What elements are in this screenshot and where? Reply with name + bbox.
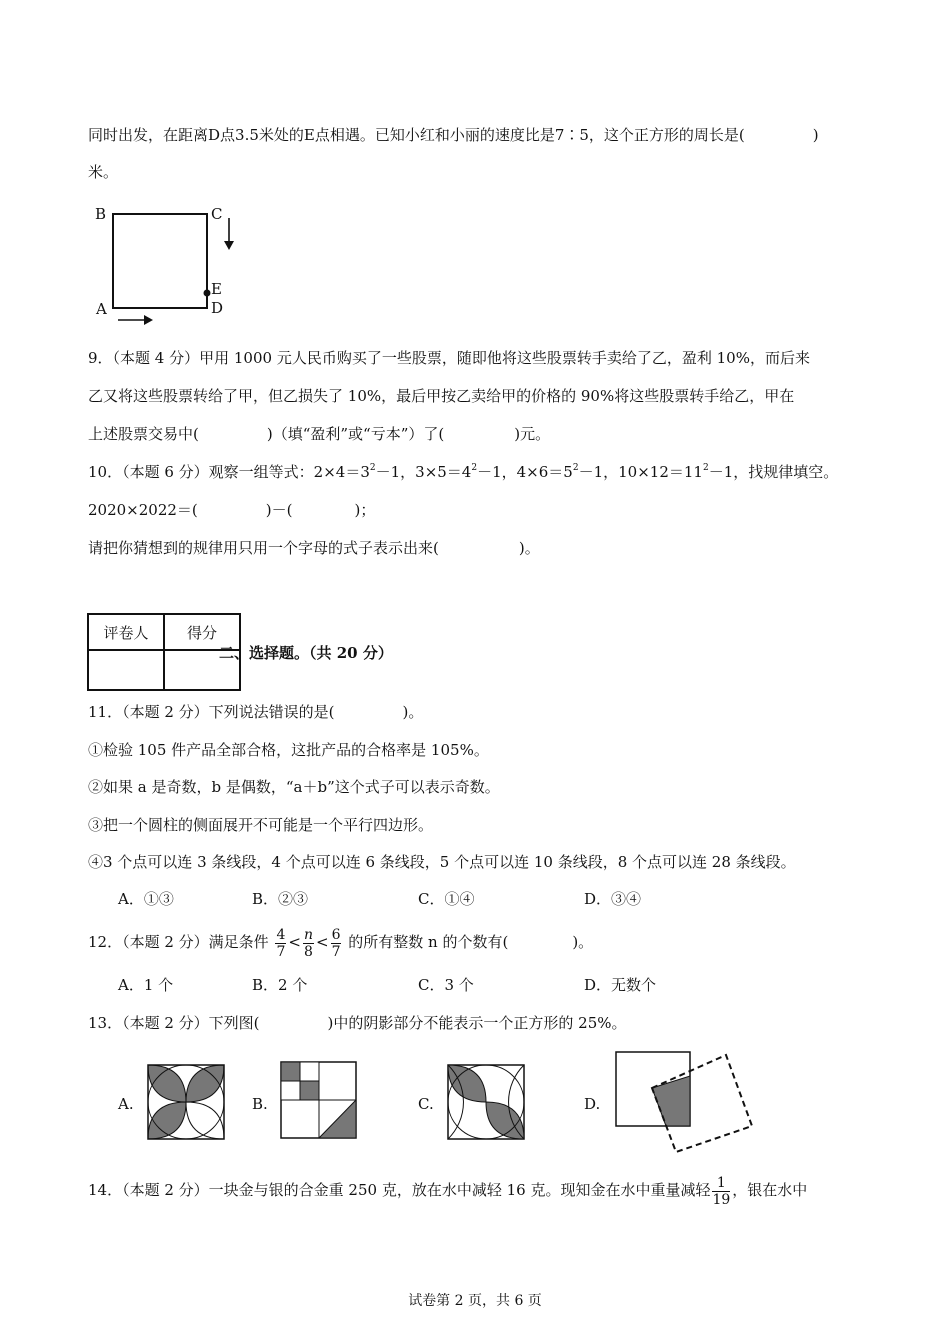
q13-figure-c bbox=[448, 1065, 524, 1139]
score-header: 得分 bbox=[164, 614, 240, 650]
q10-line1: 10．（本题 6 分）观察一组等式：$2\times 4=3^2-1$，$3\times 5=4^2-1$，$4\times 6=5^2-1$，$10\times 12=11^2-1$，找规律填空。 bbox=[88, 463, 839, 481]
arrow-right-icon bbox=[144, 315, 153, 325]
q11-option-b[interactable]: B．②③ bbox=[252, 890, 309, 908]
fraction-4-7: $\frac{4}{7}$ bbox=[276, 926, 286, 960]
q12-option-c[interactable]: C．3 个 bbox=[418, 976, 474, 994]
q12-stem: 12．（本题 2 分）满足条件 $\frac{4}{7}$ < $\frac{n}{8}$ < $\frac{6}{7}$ 的所有整数 n 的个数有( )。 bbox=[88, 926, 594, 960]
label-c: C bbox=[211, 205, 223, 223]
q13-figure-b bbox=[281, 1062, 356, 1138]
label-b: B bbox=[95, 205, 107, 223]
q13-label-c[interactable]: C. bbox=[418, 1095, 434, 1113]
grid-cell bbox=[300, 1062, 319, 1081]
q13-label-d[interactable]: D. bbox=[584, 1095, 601, 1113]
shaded-small-square-2 bbox=[300, 1081, 319, 1100]
q8-line1: 同时出发，在距离D点3.5米处的E点相遇。已知小红和小丽的速度比是7∶5，这个正方形的周长是( ) bbox=[88, 126, 819, 144]
petal-shaded-2 bbox=[186, 1065, 224, 1102]
arrow-down-icon bbox=[224, 241, 234, 250]
label-e: E bbox=[211, 280, 222, 298]
q11-option-a[interactable]: A．①③ bbox=[118, 890, 174, 908]
fraction-1-19: $\frac{1}{19}$ bbox=[712, 1174, 731, 1208]
petal-shaded-3 bbox=[148, 1102, 186, 1139]
meeting-point-e bbox=[204, 290, 211, 297]
label-d: D bbox=[211, 299, 224, 317]
q11-statement-2: ②如果 a 是奇数，b 是偶数，“a＋b”这个式子可以表示奇数。 bbox=[88, 778, 500, 796]
shaded-small-square-1 bbox=[281, 1062, 300, 1081]
q11-option-c[interactable]: C．①④ bbox=[418, 890, 475, 908]
q11-option-d[interactable]: D．③④ bbox=[584, 890, 642, 908]
petal-shaded-1 bbox=[148, 1065, 186, 1102]
q13-figure-d bbox=[614, 1050, 754, 1160]
q13-stem: 13．（本题 2 分）下列图( )中的阴影部分不能表示一个正方形的 25%。 bbox=[88, 1014, 627, 1032]
q14-stem: 14．（本题 2 分）一块金与银的合金重 250 克，放在水中减轻 16 克。现知金在水中重量减轻 $\frac{1}{19}$ ，银在水中 bbox=[88, 1174, 808, 1208]
fraction-n-8: $\frac{n}{8}$ bbox=[303, 926, 313, 960]
q13-label-a[interactable]: A. bbox=[118, 1095, 134, 1113]
page-footer: 试卷第 2 页，共 6 页 bbox=[408, 1293, 542, 1309]
q10-line2: 2020×2022＝( )－( )； bbox=[88, 501, 376, 519]
section-title: 二、选择题。（共 20 分） bbox=[219, 644, 393, 662]
q12-option-d[interactable]: D．无数个 bbox=[584, 976, 657, 994]
q8-line2: 米。 bbox=[88, 163, 119, 181]
q11-statement-4: ④3 个点可以连 3 条线段，4 个点可以连 6 条线段，5 个点可以连 10 条线段，8 个点可以连 28 条线段。 bbox=[88, 853, 796, 871]
label-a: A bbox=[96, 300, 107, 318]
fraction-6-7: $\frac{6}{7}$ bbox=[331, 926, 341, 960]
q12-option-a[interactable]: A．1 个 bbox=[118, 976, 174, 994]
petal-plain bbox=[186, 1102, 224, 1139]
square-outline bbox=[113, 214, 207, 308]
q12-option-b[interactable]: B．2 个 bbox=[252, 976, 308, 994]
q9-line2: 乙又将这些股票转给了甲，但乙损失了 10%，最后甲按乙卖给甲的价格的 90%将这些股票转手给乙，甲在 bbox=[88, 387, 795, 405]
q11-stem: 11．（本题 2 分）下列说法错误的是( )。 bbox=[88, 703, 424, 721]
q13-label-b[interactable]: B. bbox=[252, 1095, 268, 1113]
q13-figure-a bbox=[148, 1065, 224, 1139]
reviewer-cell bbox=[88, 650, 164, 690]
q11-statement-1: ①检验 105 件产品全部合格，这批产品的合格率是 105%。 bbox=[88, 741, 489, 759]
grid-cell bbox=[281, 1081, 300, 1100]
grading-table bbox=[87, 613, 241, 691]
q9-line1: 9．（本题 4 分）甲用 1000 元人民币购买了一些股票，随即他将这些股票转手卖给了乙，盈利 10%，而后来 bbox=[88, 349, 810, 367]
q9-line3: 上述股票交易中( )（填“盈利”或“亏本”）了( )元。 bbox=[88, 425, 551, 443]
q11-statement-3: ③把一个圆柱的侧面展开不可能是一个平行四边形。 bbox=[88, 816, 434, 834]
q10-line3: 请把你猜想到的规律用只用一个字母的式子表示出来( )。 bbox=[88, 539, 540, 557]
reviewer-header: 评卷人 bbox=[88, 614, 164, 650]
